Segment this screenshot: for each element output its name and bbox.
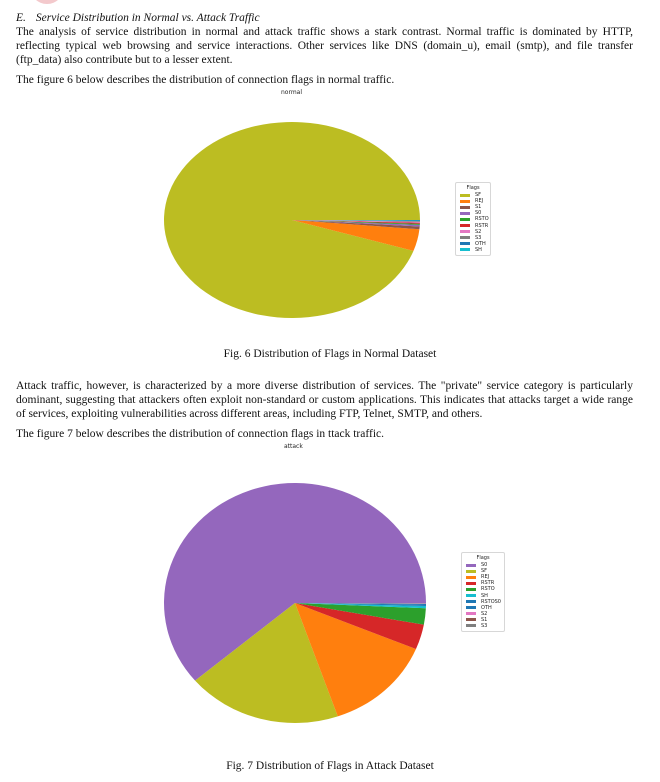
figure-6-intro: The figure 6 below describes the distribution of connection flags in normal traffic. (16, 74, 395, 86)
attack-legend-label: RSTO (481, 586, 495, 593)
normal-legend-label: OTH (475, 240, 486, 247)
attack-legend-swatch (466, 600, 476, 603)
normal-legend-label: SH (475, 246, 482, 253)
paragraph-normal-traffic: The analysis of service distribution in normal and attack traffic shows a stark contrast. Normal traffic is dominated by HTTP, reflecting typical web browsing and service interactions. Other services like DNS (domain_u), email (smtp), and file transfer (ftp_data) also contribute but to a lesser extent. (16, 26, 633, 66)
figure-7-intro: The figure 7 below describes the distribution of connection flags in ttack traffic. (16, 428, 384, 440)
figure-6-caption: Fig. 6 Distribution of Flags in Normal Dataset (223, 348, 437, 360)
attack-legend-swatch (466, 570, 476, 573)
attack-legend-label: RSTOS0 (481, 598, 501, 605)
attack-legend-label: S1 (481, 616, 488, 623)
normal-legend-label: S0 (475, 210, 482, 217)
chart-title-attack: attack (284, 443, 303, 450)
attack-legend-swatch (466, 582, 476, 585)
attack-legend-label: S0 (481, 562, 488, 569)
attack-legend-label: S2 (481, 610, 488, 617)
attack-legend-swatch (466, 588, 476, 591)
normal-legend-label: S1 (475, 204, 482, 211)
attack-legend-label: RSTR (481, 580, 495, 587)
attack-legend-swatch (466, 624, 476, 627)
attack-legend-swatch (466, 564, 476, 567)
normal-legend-label: S2 (475, 228, 482, 235)
attack-legend-swatch (466, 606, 476, 609)
attack-legend-title: Flags (476, 555, 490, 561)
section-number: E. (16, 12, 26, 24)
normal-legend-label: RSTR (475, 222, 489, 229)
attack-legend-label: REJ (481, 574, 490, 581)
chart-title-normal: normal (281, 89, 303, 96)
attack-legend-label: OTH (481, 604, 492, 611)
legend-attack (461, 552, 505, 632)
figure-7-caption: Fig. 7 Distribution of Flags in Attack Dataset (226, 760, 434, 772)
paragraph-attack-traffic: Attack traffic, however, is characterized by a more diverse distribution of services. The "private" service category is particularly dominant, suggesting that attackers often exploit non-standard or custom applications. This indicates that attacks target a wide range of services, exploiting vulnerabilities across different areas, including FTP, Telnet, SMTP, and others. (16, 380, 633, 420)
attack-legend-label: S3 (481, 622, 488, 629)
normal-legend-label: REJ (475, 198, 484, 205)
attack-legend-label: SH (481, 592, 488, 599)
attack-legend-swatch (466, 618, 476, 621)
normal-legend-label: RSTO (475, 216, 489, 223)
normal-legend-label: SF (475, 192, 482, 199)
normal-legend-title: Flags (466, 185, 480, 191)
attack-legend-swatch (466, 576, 476, 579)
attack-legend-swatch (466, 612, 476, 615)
section-title: Service Distribution in Normal vs. Attack Traffic (35, 12, 260, 24)
attack-legend-swatch (466, 594, 476, 597)
attack-legend-label: SF (481, 568, 488, 575)
normal-legend-label: S3 (475, 234, 482, 241)
